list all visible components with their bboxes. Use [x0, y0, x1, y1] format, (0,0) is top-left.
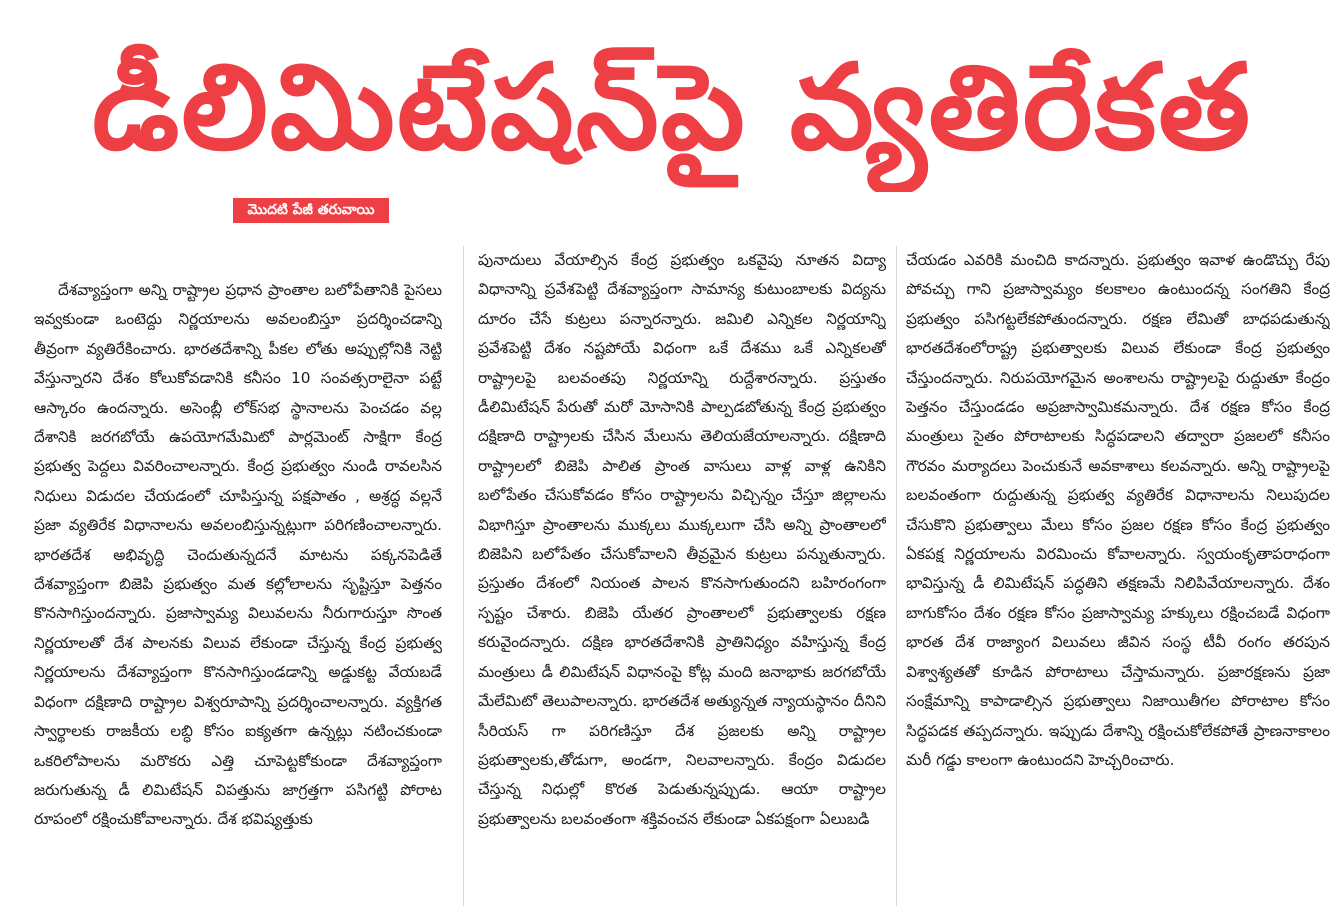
article-paragraph: చేయడం ఎవరికి మంచిది కాదన్నారు. ప్రభుత్వం ఇవాళ ఉండొచ్చు రేపు పోవచ్చు గాని ప్రజాస్వామ్యం కలకాలం ఉంటుందన్న సంగతిని కేంద్ర ప్రభుత్వం పసిగట్టలేకపోతుందన్నారు. రక్షణ లేమితో బాధపడుతున్న భారతదేశంలోరాష్ట్ర ప్రభుత్వాలకు విలువ లేకుండా కేంద్ర ప్రభుత్వం చేస్తుందన్నారు. నిరుపయోగమైన అంశాలను రాష్ట్రాలపై రుద్దుతూ కేంద్రం పెత్తనం చేస్తుండడం అప్రజాస్వామికమన్నారు. దేశ రక్షణ కోసం కేంద్ర మంత్రులు సైతం పోరాటాలకు సిద్ధపడాలని తద్వారా ప్రజలలో కనీసం గౌరవం మర్యాదలు పెంచుకునే అవకాశాలు కలవన్నారు. అన్ని రాష్ట్రాలపై బలవంతంగా రుద్దుతున్న ప్రభుత్వ వ్యతిరేక విధానాలను నిలుపుదల చేసుకొని ప్రభుత్వాలు మేలు కోసం ప్రజల రక్షణ కోసం కేంద్ర ప్రభుత్వం ఏకపక్ష నిర్ణయాలను విరమించు కోవాలన్నారు. స్వయంకృతాపరాధంగా భావిస్తున్న డీ లిమిటేషన్ పద్ధతిని తక్షణమే నిలిపివేయాలన్నారు. దేశం బాగుకోసం దేశం రక్షణ కోసం ప్రజాస్వామ్య హక్కులు రక్షించబడే విధంగా భారత దేశ రాజ్యాంగ విలువలు జీవిన సంస్థ టీవీ రంగం తరపున విశ్వాశ్యతతో కూడిన పోరాటాలు చేస్తామన్నారు. ప్రజారక్షణను ప్రజా సంక్షేమాన్ని కాపాడాల్సిన ప్రభుత్వాలు నిజాయితీగల పోరాటాల కోసం సిద్ధపడక తప్పదన్నారు. ఇప్పుడు దేశాన్ని రక్షించుకోలేకపోతే ప్రాణనాకాలం మరీ గడ్డు కాలంగా ఉంటుందని హెచ్చరించారు.	[906, 251, 1330, 769]
article-paragraph: పునాదులు వేయాల్సిన కేంద్ర ప్రభుత్వం ఒకవైపు నూతన విద్యా విధానాన్ని ప్రవేశపెట్టి దేశవ్యాప్తంగా సామాన్య కుటుంబాలకు విద్యను దూరం చేసే కుట్రలు పన్నారన్నారు. జమిలి ఎన్నికల నిర్ణయాన్ని ప్రవేశపెట్టి దేశం నష్టపోయే విధంగా ఒకే దేశము ఒకే ఎన్నికలతో రాష్ట్రాలపై బలవంతపు నిర్ణయాన్ని రుద్దేశారన్నారు. ప్రస్తుతం డీలిమిటేషన్ పేరుతో మరో మోసానికి పాల్పడబోతున్న కేంద్ర ప్రభుత్వం దక్షిణాది రాష్ట్రాలకు చేసిన మేలును తెలియజేయాలన్నారు. దక్షిణాది రాష్ట్రాలలో బిజెపి పాలిత ప్రాంత వాసులు వాళ్ల వాళ్ల ఉనికిని బలోపేతం చేసుకోవడం కోసం రాష్ట్రాలను విచ్చిన్నం చేస్తూ జిల్లాలను విభాగిస్తూ ప్రాంతాలను ముక్కలు ముక్కలుగా చేసి అన్ని ప్రాంతాలలో బిజెపిని బలోపేతం చేసుకోవాలని తీవ్రమైన కుట్రలు పన్నుతున్నారు. ప్రస్తుతం దేశంలో నియంత పాలన కొనసాగుతుందని బహిరంగంగా స్పష్టం చేశారు. బిజెపి యేతర ప్రాంతాలలో ప్రభుత్వాలకు రక్షణ కరువైందన్నారు. దక్షిణ భారతదేశానికి ప్రాతినిధ్యం వహిస్తున్న కేంద్ర మంత్రులు డీ లిమిటేషన్ విధానంపై కోట్ల మంది జనాభాకు జరగబోయే మేలేమిటో తెలుపాలన్నారు. భారతదేశ అత్యున్నత న్యాయస్థానం దీనిని సీరియస్ గా పరిగణిస్తూ దేశ ప్రజలకు అన్ని రాష్ట్రాల ప్రభుత్వాలకు,తోడుగా, అండగా, నిలవాలన్నారు. కేంద్రం విడుదల చేస్తున్న నిధుల్లో కొరత పెడుతున్నప్పుడు. ఆయా రాష్ట్రాల ప్రభుత్వాలను బలవంతంగా శక్తివంచన లేకుండా ఏకపక్షంగా ఏలుబడి	[478, 251, 886, 828]
article-column-1	[34, 276, 442, 916]
article-column-2	[478, 246, 886, 906]
article-column-3	[906, 246, 1330, 906]
article-body	[34, 246, 1334, 906]
continued-from-front-page-tag: మొదటి పేజీ తరువాయి	[233, 198, 389, 223]
article-paragraph: దేశవ్యాప్తంగా అన్ని రాష్ట్రాల ప్రధాన ప్రాంతాల బలోపేతానికి పైసలు ఇవ్వకుండా ఒంటెద్దు నిర్ణయాలను అవలంబిస్తూ ప్రదర్శించడాన్ని తీవ్రంగా వ్యతిరేకించారు. భారతదేశాన్ని పీకల లోతు అప్పుల్లోనికి నెట్టి వేస్తున్నారని దేశం కోలుకోవడానికి కనీసం 10 సంవత్సరాలైనా పట్టే ఆస్కారం ఉందన్నారు. అసెంబ్లీ లోక్‌సభ స్థానాలను పెంచడం వల్ల దేశానికి జరగబోయే ఉపయోగమేమిటో పార్లమెంట్ సాక్షిగా కేంద్ర ప్రభుత్వ పెద్దలు వివరించాలన్నారు. కేంద్ర ప్రభుత్వం నుండి రావలసిన నిధులు విడుదల చేయడంలో చూపిస్తున్న పక్షపాతం , అశ్రద్ధ వల్లనే ప్రజా వ్యతిరేక విధానాలను అవలంబిస్తున్నట్లుగా పరిగణించాలన్నారు. భారతదేశ అభివృద్ధి చెందుతున్నదనే మాటను పక్కనపెడితే దేశవ్యాప్తంగా బిజెపి ప్రభుత్వం మత కల్లోలాలను సృష్టిస్తూ పెత్తనం కొనసాగిస్తుందన్నారు. ప్రజాస్వామ్య విలువలను నీరుగారుస్తూ సొంత నిర్ణయాలతో దేశ పాలనకు విలువ లేకుండా చేస్తున్న కేంద్ర ప్రభుత్వ నిర్ణయాలను దేశవ్యాప్తంగా కొనసాగిస్తుండడాన్ని అడ్డుకట్ట వేయబడే విధంగా దక్షిణాది రాష్ట్రాల విశ్వరూపాన్ని ప్రదర్శించాలన్నారు. వ్యక్తిగత స్వార్థాలకు రాజకీయ లబ్ధి కోసం ఐక్యతగా ఉన్నట్లు నటించకుండా ఒకరిలోపాలను మరొకరు ఎత్తి చూపెట్టకోకుండా దేశవ్యాప్తంగా జరుగుతున్న డీ లిమిటేషన్ విపత్తును జాగ్రత్తగా పసిగట్టి పోరాట రూపంలో రక్షించుకోవాలన్నారు. దేశ భవిష్యత్తుకు	[34, 281, 442, 829]
headline: డీలిమిటేషన్‌పై వ్యతిరేకత	[92, 38, 1252, 176]
